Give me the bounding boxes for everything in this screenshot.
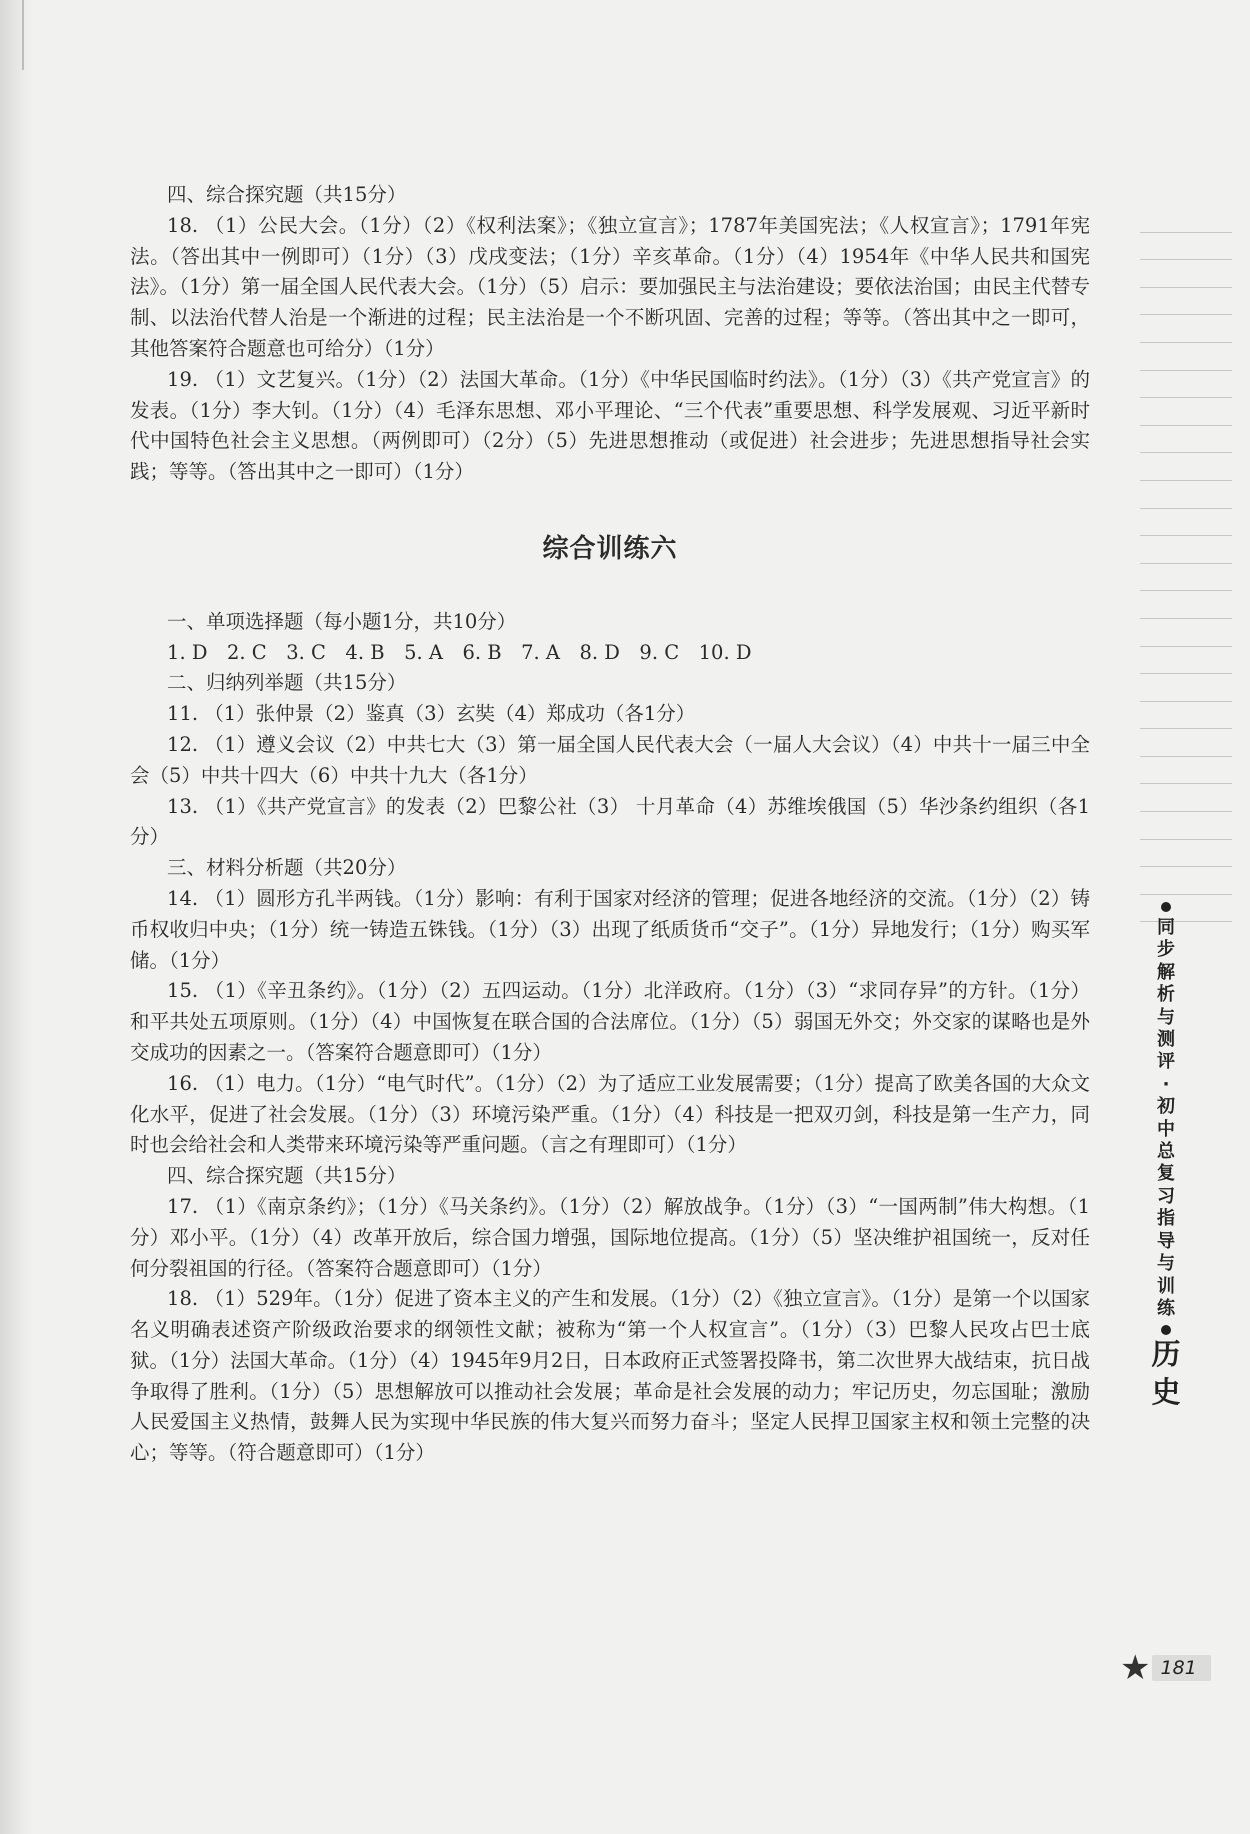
section-heading: 四、综合探究题（共15分） xyxy=(167,183,407,206)
star-icon: ★ xyxy=(1120,1648,1151,1688)
answer-item: 12. （1）遵义会议（2）中共七大（3）第一届全国人民代表大会（一届人大会议）（4）中共十一届三中全会（5）中共十四大（6）中共十九大（各1分） xyxy=(130,732,1090,787)
answer-item: 17. （1）《南京条约》；（1分）《马关条约》。（1分）（2）解放战争。（1分）（3）“一国两制”伟大构想。（1分）邓小平。（1分）（4）改革开放后，综合国力增强，国际地位提高。（1分）（5）坚决维护祖国统一，反对任何分裂祖国的行径。（答案符合题意即可）（1分） xyxy=(130,1194,1090,1280)
bullet-dot-icon xyxy=(1161,1325,1171,1335)
section-heading: 三、材料分析题（共20分） xyxy=(167,856,407,880)
answer-item: 14. （1）圆形方孔半两钱。（1分）影响：有利于国家对经济的管理；促进各地经济的交流。（1分）（2）铸币权收归中央；（1分）统一铸造五铢钱。（1分）（3）出现了纸质货币“交子”。（1分）异地发行；（1分）购买军储。（1分） xyxy=(130,886,1090,972)
answer-item: 13. （1）《共产党宣言》的发表（2）巴黎公社（3） 十月革命（4）苏维埃俄国（5）华沙条约组织（各1分） xyxy=(130,794,1090,849)
answer-item: 18. （1）529年。（1分）促进了资本主义的产生和发展。（1分）（2）《独立宣言》。（1分）是第一个以国家名义明确表述资产阶级政治要求的纲领性文献；被称为“第一个人权宣言”。（1分）（3）巴黎人民攻占巴士底狱。（1分）法国大革命。（1分）（4）1945年9月2日，日本政府正式签署投降书，第二次世界大战结束，抗日战争取得了胜利。（1分）（5）思想解放可以推动社会发展；革命是社会发展的动力；牢记历史，勿忘国耻；激励人民爱国主义热情，鼓舞人民为实现中华民族的伟大复兴而努力奋斗；坚定人民捍卫国家主权和领土完整的决心；等等。（符合题意即可）（1分） xyxy=(130,1287,1090,1465)
section-heading: 一、单项选择题（每小题1分，共10分） xyxy=(167,609,517,633)
page-number: 181 xyxy=(1152,1655,1210,1681)
answer-item: 18. （1）公民大会。（1分）（2）《权利法案》；《独立宣言》；1787年美国宪法；《人权宣言》；1791年宪法。（答出其中一例即可）（1分）（3）戊戌变法；（1分）辛亥革命。（1分）（4）1954年《中华人民共和国宪法》。（1分）第一届全国人民代表大会。（1分）（5）启示：要加强民主与法治建设；要依法治国；由民主代替专制、以法治代替人治是一个渐进的过程；民主法治是一个不断巩固、完善的过程；等等。（答出其中之一即可，其他答案符合题意也可给分）（1分） xyxy=(130,213,1090,360)
section-heading: 二、归纳列举题（共15分） xyxy=(167,671,407,695)
subject-label: 历 史 xyxy=(1151,1337,1181,1409)
answer-content xyxy=(130,180,1090,1469)
page-number-badge xyxy=(1120,1648,1230,1688)
answer-item: 15. （1）《辛丑条约》。（1分）（2）五四运动。（1分）北洋政府。（1分）（3）“求同存异”的方针。（1分）和平共处五项原则。（1分）（4）中国恢复在联合国的合法席位。（1分）（5）弱国无外交；外交家的谋略也是外交成功的因素之一。（答案符合题意即可）（1分） xyxy=(130,979,1090,1064)
section-heading: 四、综合探究题（共15分） xyxy=(167,1164,407,1188)
answer-item: 16. （1）电力。（1分）“电气时代”。（1分）（2）为了适应工业发展需要；（1分）提高了欧美各国的大众文化水平，促进了社会发展。（1分）（3）环境污染严重。（1分）（4）科技是一把双刃剑，科技是第一生产力，同时也会给社会和人类带来环境污染等严重问题。（言之有理即可）（1分） xyxy=(130,1071,1090,1157)
exercise-title: 综合训练六 xyxy=(542,533,678,564)
answer-item: 11. （1）张仲景（2）鉴真（3）玄奘（4）郑成功（各1分） xyxy=(167,702,696,726)
answer-item: 19. （1）文艺复兴。（1分）（2）法国大革命。（1分）《中华民国临时约法》。（1分）（3）《共产党宣言》的发表。（1分）李大钊。（1分）（4）毛泽东思想、邓小平理论、“三个代表”重要思想、科学发展观、习近平新时代中国特色社会主义思想。（两例即可）（2分）（5）先进思想推动（或促进）社会进步；先进思想指导社会实践；等等。（答出其中之一即可）（1分） xyxy=(130,367,1090,484)
series-title: 同 步 解 析 与 测 评 · 初 中 总 复 习 指 导 与 训 练 xyxy=(1157,917,1175,1319)
bullet-dot-icon xyxy=(1161,902,1171,912)
binding-gutter xyxy=(0,0,34,1834)
binding-line xyxy=(22,0,24,70)
margin-note-lines xyxy=(1140,205,1232,922)
series-side-label xyxy=(1148,902,1184,1335)
answer-item: 1. D 2. C 3. C 4. B 5. A 6. B 7. A 8. D 9. C 10. D xyxy=(167,640,752,664)
